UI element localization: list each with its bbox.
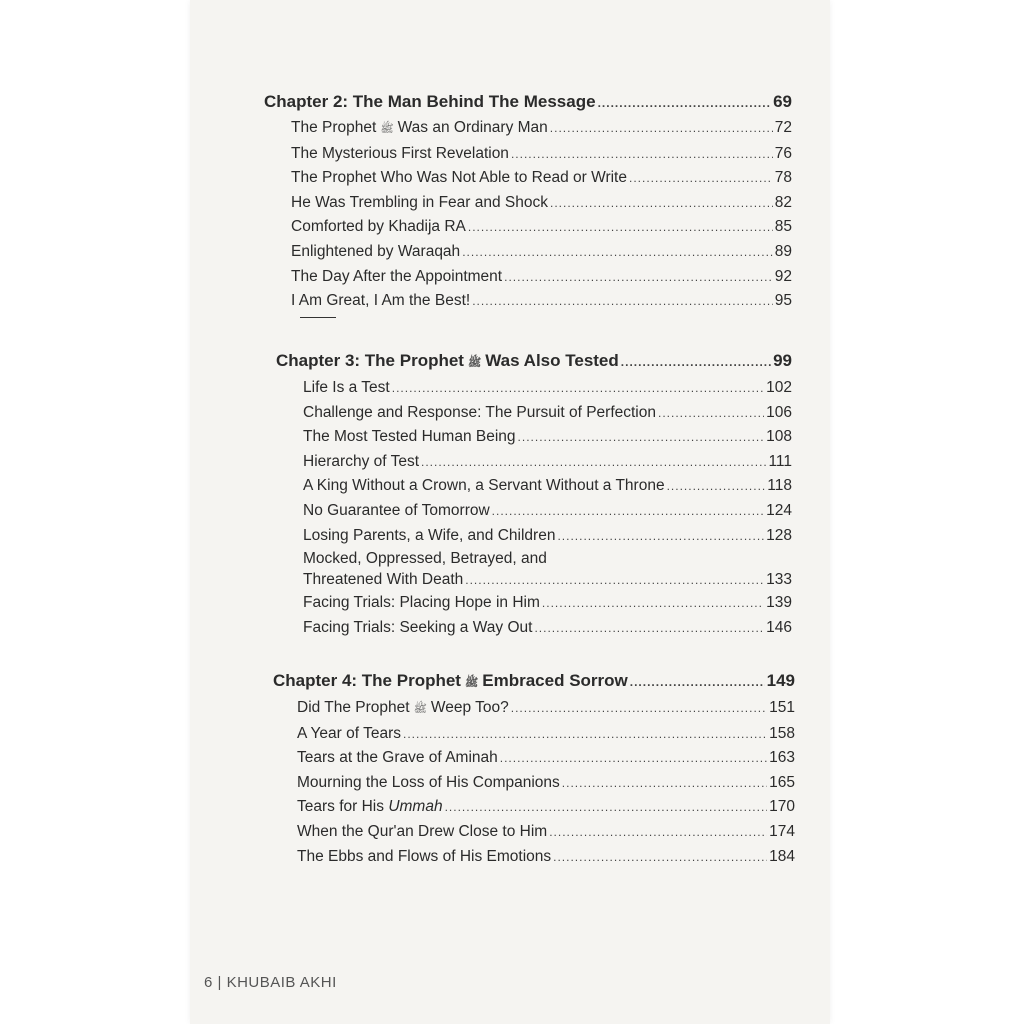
page-number: 85: [774, 218, 792, 236]
chapter-3-heading: [276, 348, 792, 376]
dot-leader: [392, 376, 764, 401]
page-number: 89: [774, 242, 792, 260]
page-number: 95: [774, 292, 792, 310]
chapter-title: Chapter 2: The Man Behind The Message: [264, 92, 596, 111]
dot-leader: [630, 669, 765, 695]
page-number: 165: [769, 773, 795, 791]
entry-title: A Year of Tears: [297, 724, 401, 742]
entry-title: Tears at the Grave of Aminah: [297, 749, 498, 767]
toc-entry: [303, 376, 792, 401]
chapter-2-section: [264, 89, 792, 314]
chapter-3-section: [276, 348, 792, 640]
page-number: 108: [766, 428, 792, 446]
chapter-2-heading: [264, 89, 792, 116]
honorific-glyph: ﷺ: [467, 357, 482, 369]
page-number: 72: [774, 119, 792, 136]
honorific-glyph: ﷺ: [413, 703, 427, 715]
toc-entry: [303, 524, 792, 549]
page-number: 99: [773, 351, 792, 370]
entry-title-cont: Was an Ordinary Man: [397, 119, 548, 136]
entry-title: Hierarchy of Test: [303, 452, 420, 470]
entry-title: Facing Trials: Seeking a Way Out: [303, 618, 533, 636]
toc-entry: [291, 265, 792, 290]
dot-leader: [550, 116, 773, 141]
dot-leader: [465, 570, 764, 591]
honorific-glyph: ﷺ: [464, 677, 479, 689]
toc-entry: [291, 142, 792, 167]
entry-title: The Prophet: [291, 119, 377, 136]
entry-title: The Day After the Appointment: [291, 267, 503, 285]
dot-leader: [621, 349, 771, 375]
toc-entry: [303, 401, 792, 426]
entry-title-line1: Mocked, Oppressed, Betrayed, and: [303, 550, 547, 568]
toc-entry: [291, 116, 792, 142]
toc-entry: [303, 474, 792, 499]
toc-entry: [297, 746, 795, 771]
dot-leader: [557, 524, 764, 549]
entry-title-cont: Weep Too?: [430, 699, 509, 716]
page-number: 124: [766, 501, 792, 519]
entry-title: Challenge and Response: The Pursuit of Perfection: [303, 403, 656, 421]
page-number: 170: [769, 798, 795, 816]
toc-entry: [297, 795, 795, 820]
entry-title: Comforted by Khadija RA: [291, 218, 466, 236]
entry-title: Did The Prophet: [297, 699, 410, 716]
page-footer: 6 | KHUBAIB AKHI: [204, 974, 337, 991]
page-number: 106: [766, 403, 792, 421]
entry-title: The Ebbs and Flows of His Emotions: [297, 847, 552, 865]
chapter-title-cont: Was Also Tested: [485, 351, 619, 370]
toc-entry: [303, 591, 792, 616]
chapter-4-section: [273, 668, 795, 869]
entry-title: No Guarantee of Tomorrow: [303, 501, 490, 519]
entry-title: He Was Trembling in Fear and Shock: [291, 193, 549, 211]
entry-title: The Mysterious First Revelation: [291, 144, 509, 162]
dot-leader: [553, 845, 767, 870]
entry-title: Threatened With Death: [303, 571, 464, 589]
dot-leader: [472, 289, 773, 314]
toc-entry: [303, 425, 792, 450]
entry-title: Facing Trials: Placing Hope in Him: [303, 594, 540, 612]
dot-leader: [518, 425, 765, 450]
dot-leader: [468, 215, 773, 240]
dot-leader: [445, 795, 768, 820]
page-number: 76: [774, 144, 792, 162]
page-number: 146: [766, 618, 792, 636]
page-number: 158: [769, 724, 795, 742]
dot-leader: [500, 746, 767, 771]
toc-entry: [303, 499, 792, 524]
dot-leader: [549, 820, 767, 845]
toc-entry: [297, 845, 795, 870]
entry-title: Tears for His: [297, 798, 384, 816]
chapter-4-heading: [273, 668, 795, 696]
toc-entry: [291, 215, 792, 240]
dot-leader: [403, 722, 767, 747]
dot-leader: [534, 616, 764, 641]
toc-entry: [291, 191, 792, 216]
entry-title: Life Is a Test: [303, 379, 390, 396]
page-number: 82: [774, 193, 792, 211]
dot-leader: [550, 191, 773, 216]
dot-leader: [421, 450, 766, 475]
page-number: 92: [774, 267, 792, 285]
dot-leader: [511, 142, 773, 167]
dot-leader: [667, 474, 766, 499]
entry-title: When the Qur'an Drew Close to Him: [297, 822, 548, 840]
entry-title: I Am Great, I Am the Best!: [291, 292, 471, 310]
page-number: 69: [773, 92, 792, 111]
page-number: 111: [768, 452, 792, 470]
page-number: 163: [769, 749, 795, 767]
dot-leader: [504, 265, 773, 290]
entry-title: Mourning the Loss of His Companions: [297, 773, 560, 791]
toc-entry-multiline: [303, 548, 792, 591]
dot-leader: [658, 401, 764, 426]
dot-leader: [492, 499, 764, 524]
toc-entry: [303, 450, 792, 475]
toc-entry: [291, 289, 792, 314]
page-number: 151: [769, 699, 795, 716]
dot-leader: [511, 696, 767, 721]
toc-entry: [297, 820, 795, 845]
dot-leader: [629, 166, 773, 191]
toc-entry: [297, 696, 795, 722]
page-number: 78: [774, 169, 792, 187]
page-number: 133: [766, 571, 792, 589]
entry-title-italic: Ummah: [388, 798, 443, 816]
page-number: 118: [767, 477, 792, 495]
page-number: 139: [766, 594, 792, 612]
toc-entry: [297, 771, 795, 796]
entry-title: Enlightened by Waraqah: [291, 242, 461, 260]
page-number: 174: [769, 822, 795, 840]
dot-leader: [542, 591, 764, 616]
entry-title: The Prophet Who Was Not Able to Read or Write: [291, 169, 627, 187]
pen-underline-mark: [300, 317, 336, 318]
page-number: 184: [769, 847, 795, 865]
chapter-title-cont: Embraced Sorrow: [482, 671, 628, 690]
dot-leader: [562, 771, 767, 796]
honorific-glyph: ﷺ: [380, 123, 394, 135]
toc-entry: [297, 722, 795, 747]
dot-leader: [462, 240, 773, 265]
entry-title: A King Without a Crown, a Servant Without a Throne: [303, 477, 665, 495]
page-number: 128: [766, 526, 792, 544]
toc-entry: [303, 616, 792, 641]
toc-entry: [291, 166, 792, 191]
page-number: 149: [766, 671, 795, 690]
toc-entry: [291, 240, 792, 265]
entry-title: The Most Tested Human Being: [303, 428, 516, 446]
dot-leader: [598, 90, 772, 116]
chapter-title: Chapter 3: The Prophet: [276, 351, 464, 370]
chapter-title: Chapter 4: The Prophet: [273, 671, 461, 690]
entry-title: Losing Parents, a Wife, and Children: [303, 526, 556, 544]
page-number: 102: [766, 379, 792, 396]
